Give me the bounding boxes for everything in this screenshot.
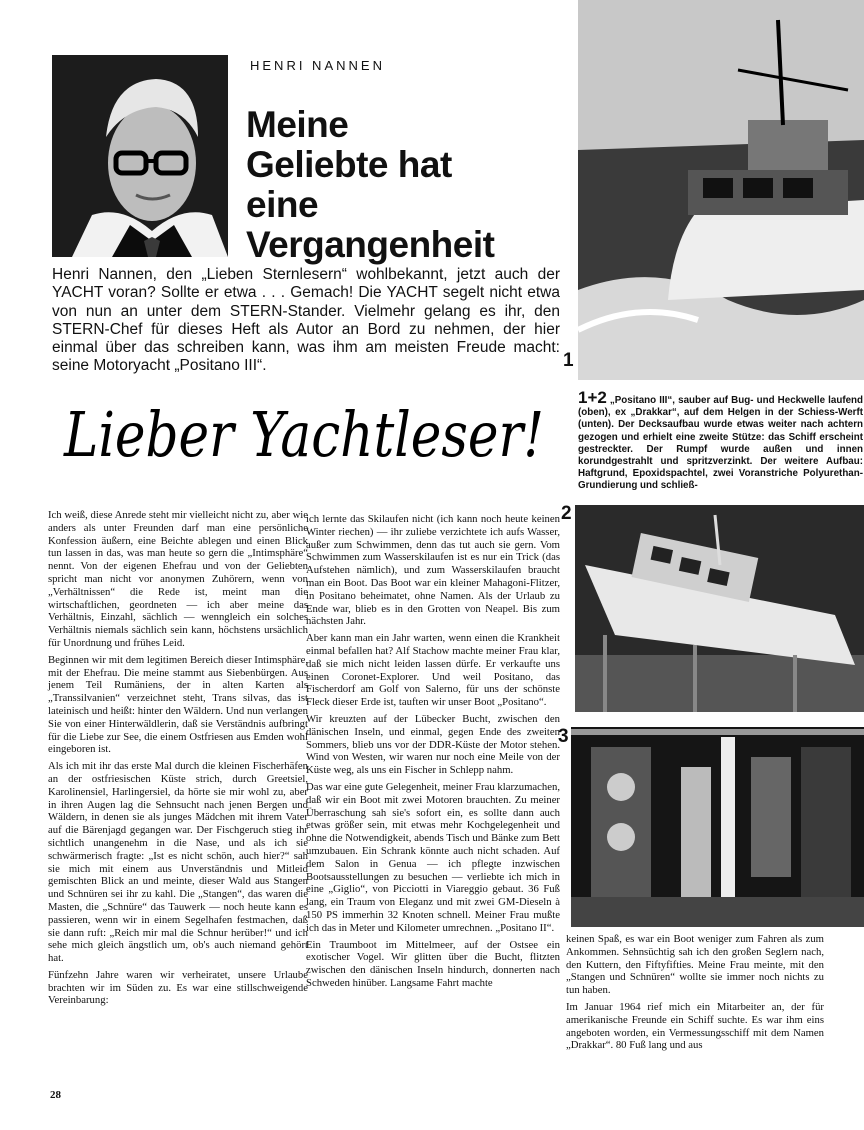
body-paragraph: Fünfzehn Jahre waren wir verheiratet, unsere Urlaube brachten wir im Süden zu. Es war eine stillschweigende Vereinbarung:: [48, 968, 308, 1007]
body-paragraph: Ich weiß, diese Anrede steht mir vielleicht nicht zu, aber wie anders als unter Freunden darf man eine persönliche Konfession äußern, eine Beichte ablegen und einen Blick tun lassen in das, was man heute so gern die „Intimsphäre“ nennt. Von der eigenen Ehefrau und von der Geliebten spricht man nicht vor anonymen Zuhörern, wenn von „Verhältnissen“ die Rede ist, meint man die wirtschaftlichen, geordneten — ich aber meine das Verhältnis, Einzahl, sächlich — wenngleich ein solches Verhältnis niemals sächlich sein kann, höchstens ursächlich für Unordnung und frühes Leid.: [48, 509, 308, 649]
body-column-1: [48, 509, 308, 1011]
headline-line: Geliebte hat: [246, 144, 452, 185]
photo-number: 1: [563, 350, 574, 371]
yacht-shipyard-photo: [575, 505, 864, 712]
body-paragraph: Beginnen wir mit dem legitimen Bereich dieser Intimsphäre, mit der Ehefrau. Die meine stammt aus Siebenbürgen. Aus jenem Teil Rumäniens, der in alten Karten als „Transsilvanien“ verzeichnet steht, Trans silvas, das ist lateinisch und heißt: hinter den Wäldern. Und nun verlangen Sie von einer Hinterwäldlerin, daß sie Verständnis aufbringt für die Liebe zur See, die einem Ostfriesen aus Emden wohl eingeboren ist.: [48, 653, 308, 756]
headline: [246, 105, 566, 265]
headline-line: Meine: [246, 104, 349, 145]
headline-line: eine: [246, 184, 319, 225]
body-paragraph: Im Januar 1964 rief mich ein Mitarbeiter an, der für amerikanische Freunde ein Schiff suchte. Es war ihm eins angeboten worden, ein Vermessungsschiff mit dem Namen „Drakkar“. 80 Fuß lang und aus: [566, 1000, 824, 1052]
photo-caption: [578, 388, 863, 493]
body-paragraph: keinen Spaß, es war ein Boot weniger zum Fahren als zum Ankommen. Sehnsüchtig sah ich den großen Seglern nach, den Kuttern, den Fiftyfifties. Meine Frau meinte, mit den „Stangen und Schnüren“ wollte sie immer noch nichts zu tun haben.: [566, 933, 824, 997]
body-paragraph: Als ich mit ihr das erste Mal durch die kleinen Fischerhäfen an der ostfriesischen Küste strich, durch Greetsiel, Karolinensiel, Harlingersiel, da hörte sie mir wohl zu, aber in ihren Augen lag die Sehnsucht nach jenen Bergen und Wäldern, in denen sie als junges Mädchen mit ihrem Vater auf die Bärenjagd gegangen war. Der Fischgeruch stieg ihr sichtlich unangenehm in die Nase, und als ich sie schwärmerisch fragte: „Ist es nicht schön, auch hier?“ sah sie mich mit einem aus Unverständnis und Mitleid gemischten Blick an und meinte, dieser Wald aus Stangen und Schnüren sei ihr zu kahl. Die „Stangen“, das waren die Masten, die „Schnüre“ das Tauwerk — noch heute kann es passieren, wenn wir in einem Segelhafen festmachen, daß sie dann ruft: „Reich mir mal die Schnur herüber!“ und ich sehe mich gleich ängstlich um, ob's auch niemand gehört hat.: [48, 760, 308, 965]
greeting-text: Lieber Yachtleser!: [63, 398, 544, 471]
intro-paragraph: Henri Nannen, den „Lieben Sternlesern“ wohlbekannt, jetzt auch der YACHT voran? Sollte er etwa . . . Gemach! Die YACHT segelt nicht etwa von nun an unter dem STERN-Stander. Vielmehr gelang es ihr, den STERN-Chef für dieses Heft als Autor an Bord zu nehmen, der hier einmal über das schreiben kann, was ihm am meisten Freude macht: seine Motoryacht „Positano III“.: [52, 266, 560, 375]
body-paragraph: Wir kreuzten auf der Lübecker Bucht, zwischen den dänischen Inseln, und einmal, gegen Ende des zweiten Sommers, blieb uns vor der DDR-Küste der Motor stehen. Wind von Westen, wir waren nur noch eine Meile von der Küste weg, als uns ein Fischer in Schlepp nahm.: [306, 712, 560, 777]
body-column-2: [306, 513, 560, 994]
photo-number: 3: [558, 726, 569, 747]
body-column-3: [566, 933, 824, 1056]
engine-room-photo: [571, 727, 864, 927]
author-name: HENRI NANNEN: [250, 58, 385, 73]
body-paragraph: Das war eine gute Gelegenheit, meiner Frau klarzumachen, daß wir ein Boot mit zwei Motoren brauchten. Zu meiner Überraschung sah sie's sofort ein, es sollte dann auch etwas größer sein, mit etwas mehr Kochgelegenheit und ohne die Notwendigkeit, abends Tisch und Bänke zum Bett umzubauen. Ein Schrank könnte auch nicht schaden. Auf dem Salon in Genua — ich pflegte inzwischen Bootsausstellungen zu besuchen — verliebte ich mich in eine „Giglio“, von Picciotti in Viareggio gebaut. 36 Fuß lang, ein Traum von Eleganz und mit zwei GM-Dieseln à 150 PS immerhin 32 Knoten schnell. Meiner Frau mußte ich das in Meter und Kilometer umrechnen. „Positano II“.: [306, 780, 560, 934]
photo-number: 2: [561, 503, 572, 524]
yacht-running-photo: [578, 0, 864, 380]
caption-text: „Positano III“, sauber auf Bug- und Heckwelle laufend (oben), ex „Drakkar“, auf dem Helgen in der Schiess-Werft (unten). Der Decksaufbau wurde etwas weiter nach achtern gezogen und erhielt eine zweite Stütze: das Schiff erscheint gestreckter. Der Rumpf wurde außen und innen korundgestrahlt und spritzverzinkt. Der weitere Aufbau: Haftgrund, Epoxidspachtel, zwei Voranstriche Polyurethan-Grundierung und schließ-: [578, 395, 863, 492]
handwritten-greeting: [58, 378, 568, 488]
page-number: 28: [50, 1089, 61, 1101]
body-paragraph: ich lernte das Skilaufen nicht (ich kann noch heute keinen Winter riechen) — ihr zuliebe verzichtete ich aufs Wasser, außer zum Schwimmen, denn das tut auch sie gern. Vom Schwimmen zum Wasserskilaufen ist es nur ein Trick (das Aufstehen nämlich), und zum Wasserskilaufen braucht man ein Boot. Das Boot war ein kleiner Mahagoni-Flitzer, in Positano beheimatet, ohne Namen. Als der Urlaub zu Ende war, blieb es in den Grotten von Neapel. Bis zum nächsten Jahr.: [306, 513, 560, 628]
caption-number: 1+2: [578, 388, 607, 407]
body-paragraph: Aber kann man ein Jahr warten, wenn einen die Krankheit einmal befallen hat? Alf Stachow machte meiner Frau klar, daß sie mich nicht leiden lassen dürfe. Er verkaufte uns einen Coronet-Explorer. Und weil Positano, das Fischerdorf am Golf von Salerno, für uns der schönste Fleck dieser Erde ist, tauften wir unser Boot „Positano“.: [306, 632, 560, 709]
author-portrait-photo: [52, 55, 228, 257]
headline-line: Vergangenheit: [246, 224, 495, 265]
body-paragraph: Ein Traumboot im Mittelmeer, auf der Ostsee ein exotischer Vogel. Wir glitten über die Bucht, flitzten zwischen den dänischen Inseln hindurch, donnerten nach Schweden hinüber. Langsame Fahrt machte: [306, 938, 560, 989]
